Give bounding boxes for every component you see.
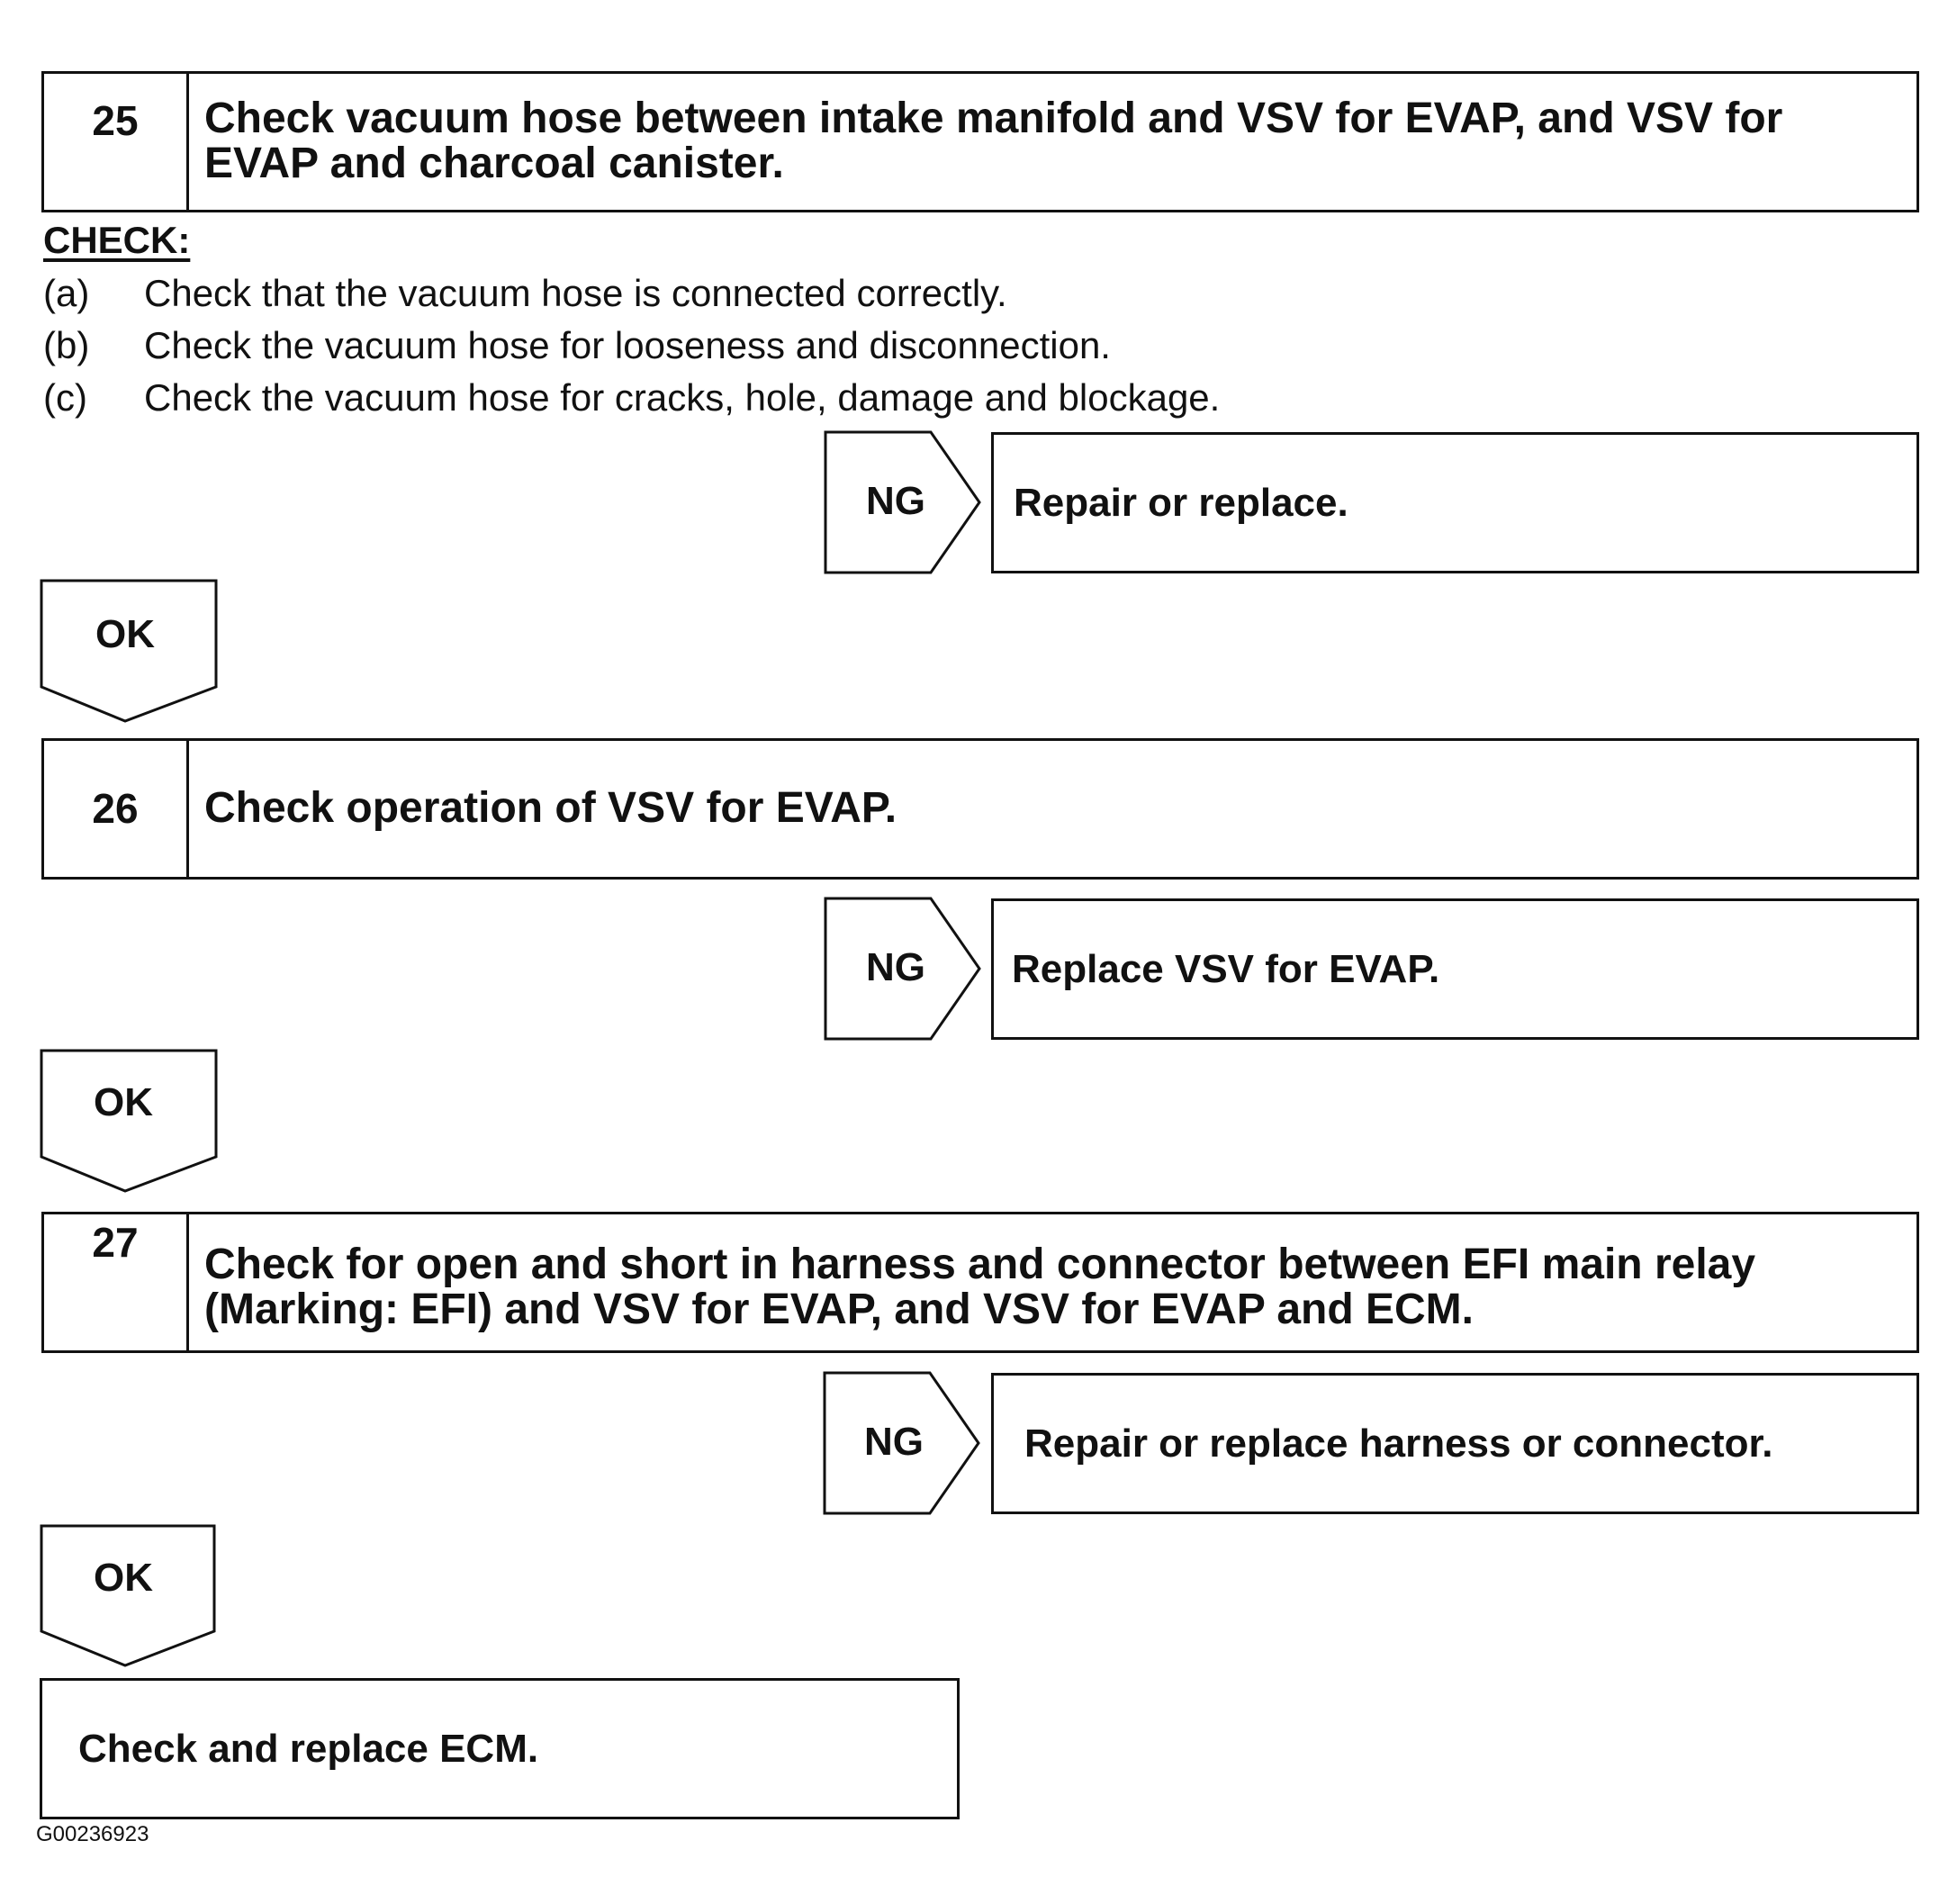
check-item-text: Check that the vacuum hose is connected correctly. [144,272,1007,314]
step-number: 25 [44,74,189,210]
final-action-box [40,1678,960,1819]
step-title: Check operation of VSV for EVAP. [204,784,897,832]
ng-result-text: Repair or replace harness or connector. [1024,1421,1773,1466]
check-item-letter: (a) [43,272,90,314]
ng-label: NG [864,1420,924,1464]
step-title: Check for open and short in harness and connector between EFI main relay (Marking: EFI) and VSV for EVAP, and VSV for EVAP and ECM. [204,1241,1756,1333]
ok-label: OK [94,1080,153,1124]
check-item-text: Check the vacuum hose for looseness and disconnection. [144,324,1111,366]
check-item-text: Check the vacuum hose for cracks, hole, damage and blockage. [144,376,1221,419]
ng-label: NG [866,945,925,989]
check-item-letter: (b) [43,324,90,366]
ok-label: OK [95,612,155,656]
step-title: Check vacuum hose between intake manifold and VSV for EVAP, and VSV for EVAP and charcoal canister. [204,95,1783,187]
final-action-text: Check and replace ECM. [78,1726,539,1771]
check-item-letter: (c) [43,376,87,419]
step-number: 26 [44,741,189,877]
figure-reference: G00236923 [36,1822,149,1846]
step-number: 27 [44,1214,189,1350]
ng-label: NG [866,479,925,523]
check-heading: CHECK: [43,219,191,261]
ng-result-text: Repair or replace. [1014,480,1348,525]
ok-label: OK [94,1556,153,1600]
ng-result-text: Replace VSV for EVAP. [1012,946,1440,991]
